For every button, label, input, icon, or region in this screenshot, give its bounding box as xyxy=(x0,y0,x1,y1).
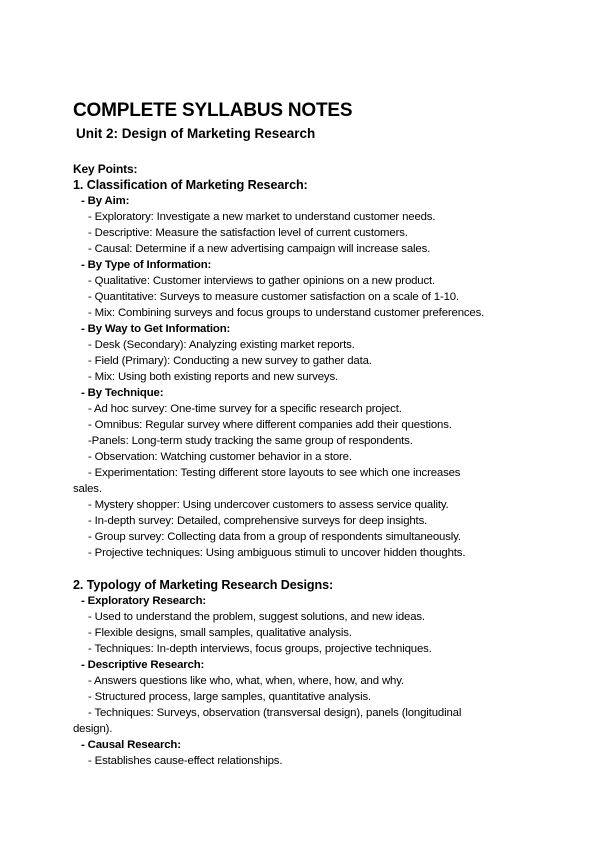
list-item: - Mix: Combining surveys and focus groups to understand customer preferences. xyxy=(88,307,485,319)
list-item: - Techniques: In-depth interviews, focus groups, projective techniques. xyxy=(88,643,432,655)
list-item: - In-depth survey: Detailed, comprehensive surveys for deep insights. xyxy=(88,515,428,527)
list-item: - Observation: Watching customer behavior in a store. xyxy=(88,451,352,463)
list-item: - Quantitative: Surveys to measure customer satisfaction on a scale of 1-10. xyxy=(88,291,459,303)
subsection-label: - By Way to Get Information: xyxy=(81,323,231,335)
list-item-continuation: sales. xyxy=(73,483,102,495)
list-item: -Panels: Long-term study tracking the same group of respondents. xyxy=(88,435,413,447)
list-item: - Answers questions like who, what, when, where, how, and why. xyxy=(88,675,404,687)
list-item: - Structured process, large samples, quantitative analysis. xyxy=(88,691,372,703)
subsection-label: - Descriptive Research: xyxy=(81,659,205,671)
list-item: - Projective techniques: Using ambiguous stimuli to uncover hidden thoughts. xyxy=(88,547,466,559)
list-item: - Exploratory: Investigate a new market to understand customer needs. xyxy=(88,211,436,223)
list-item: - Omnibus: Regular survey where different companies add their questions. xyxy=(88,419,452,431)
list-item-continuation: design). xyxy=(73,723,113,735)
list-item: - Causal: Determine if a new advertising campaign will increase sales. xyxy=(88,243,431,255)
list-item: - Establishes cause-effect relationships. xyxy=(88,755,283,767)
list-item: - Techniques: Surveys, observation (transversal design), panels (longitudinal xyxy=(88,707,462,719)
list-item: - Mystery shopper: Using undercover customers to assess service quality. xyxy=(88,499,449,511)
subsection-label: - Causal Research: xyxy=(81,739,181,751)
key-points-label: Key Points: xyxy=(73,162,138,176)
section-heading: 2. Typology of Marketing Research Designs: xyxy=(73,578,334,592)
list-item: - Desk (Secondary): Analyzing existing market reports. xyxy=(88,339,355,351)
list-item: - Ad hoc survey: One-time survey for a specific research project. xyxy=(88,403,402,415)
subsection-label: - Exploratory Research: xyxy=(81,595,207,607)
subsection-label: - By Type of Information: xyxy=(81,259,212,271)
unit-subtitle: Unit 2: Design of Marketing Research xyxy=(76,126,316,141)
section-heading: 1. Classification of Marketing Research: xyxy=(73,178,308,192)
list-item: - Descriptive: Measure the satisfaction level of current customers. xyxy=(88,227,408,239)
list-item: - Qualitative: Customer interviews to gather opinions on a new product. xyxy=(88,275,436,287)
subsection-label: - By Technique: xyxy=(81,387,164,399)
list-item: - Mix: Using both existing reports and new surveys. xyxy=(88,371,339,383)
list-item: - Field (Primary): Conducting a new survey to gather data. xyxy=(88,355,372,367)
list-item: - Group survey: Collecting data from a group of respondents simultaneously. xyxy=(88,531,461,543)
list-item: - Flexible designs, small samples, qualitative analysis. xyxy=(88,627,352,639)
list-item: - Used to understand the problem, suggest solutions, and new ideas. xyxy=(88,611,425,623)
list-item: - Experimentation: Testing different store layouts to see which one increases xyxy=(88,467,461,479)
page-title: COMPLETE SYLLABUS NOTES xyxy=(73,100,353,121)
subsection-label: - By Aim: xyxy=(81,195,130,207)
